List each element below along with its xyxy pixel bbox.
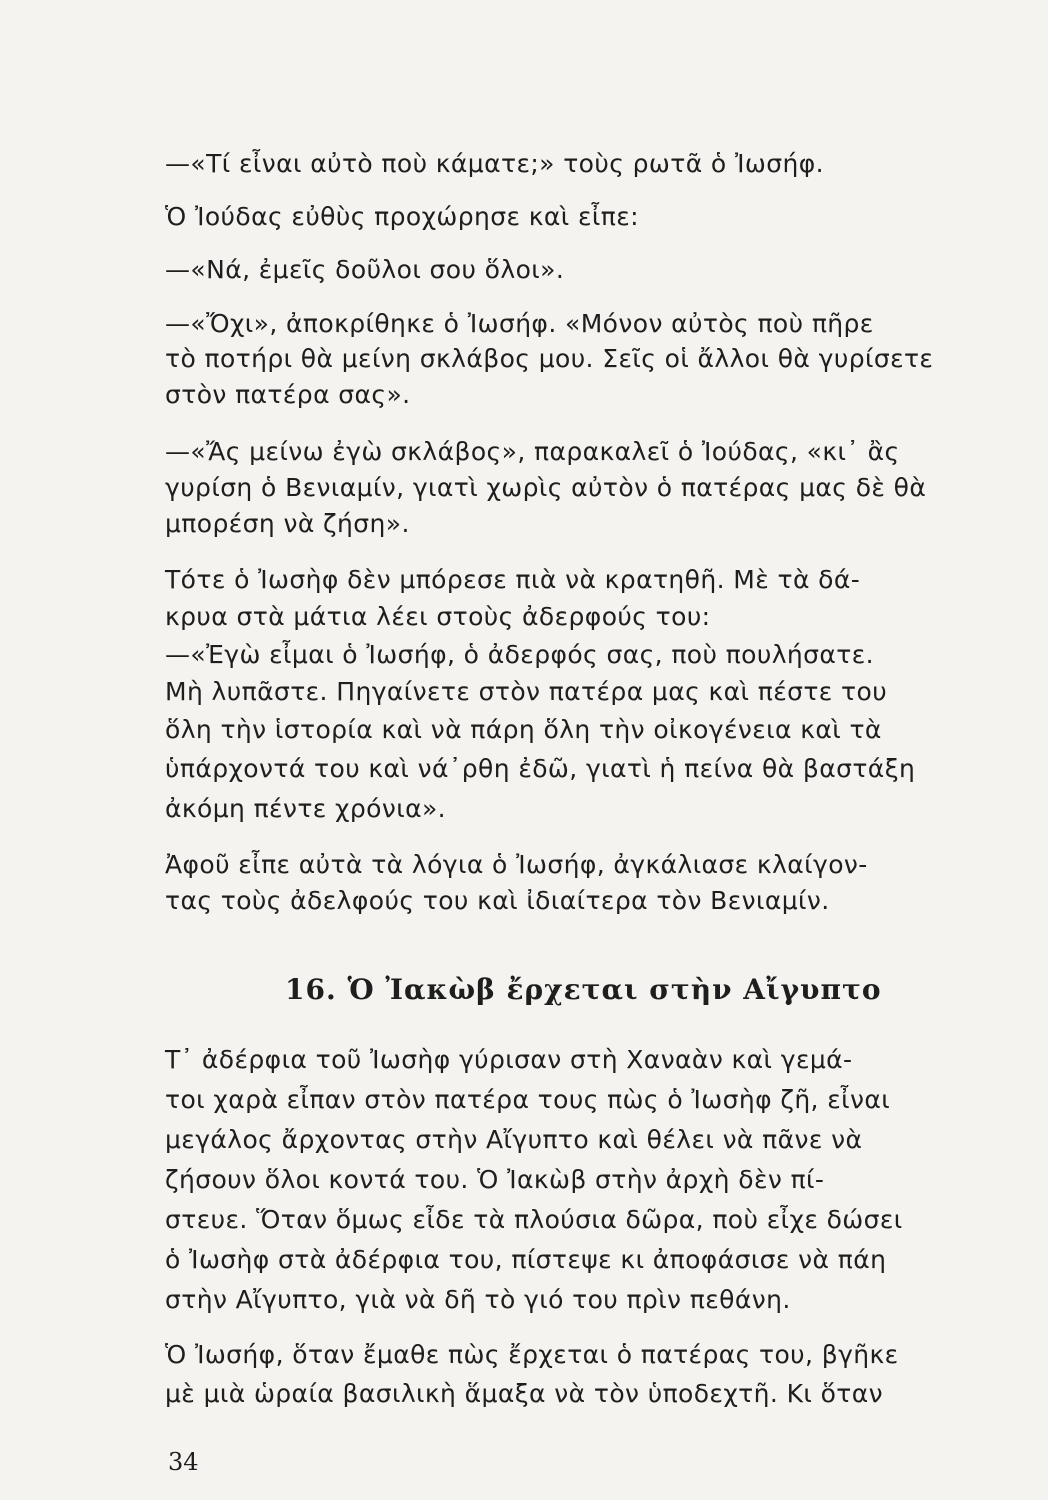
text-line: Τ᾿ ἀδέρφια τοῦ Ἰωσὴφ γύρισαν στὴ Χαναὰν καὶ γεμά- (165, 1045, 853, 1074)
text-line: μπορέση νὰ ζήση». (165, 509, 410, 538)
text-line: —«Τί εἶναι αὐτὸ ποὺ κάματε;» τοὺς ρωτᾶ ὁ Ἰωσήφ. (165, 149, 824, 178)
text-line: ὁ Ἰωσὴφ στὰ ἀδέρφια του, πίστεψε κι ἀποφάσισε νὰ πάη (165, 1245, 887, 1274)
text-line: —«Ἄς μείνω ἐγὼ σκλάβος», παρακαλεῖ ὁ Ἰούδας, «κι᾿ ἂς (165, 437, 900, 466)
text-line: στὴν Αἴγυπτο, γιὰ νὰ δῆ τὸ γιό του πρὶν πεθάνη. (165, 1285, 791, 1314)
section-heading: 16. Ὁ Ἰακὼβ ἔρχεται στὴν Αἴγυπτο (285, 973, 882, 1006)
text-line: ὑπάρχοντά του καὶ νά᾿ρθη ἐδῶ, γιατὶ ἡ πείνα θὰ βαστάξη (165, 754, 916, 783)
text-line: Ὁ Ἰούδας εὐθὺς προχώρησε καὶ εἶπε: (165, 202, 639, 231)
text-line: Ὁ Ἰωσήφ, ὅταν ἔμαθε πὼς ἔρχεται ὁ πατέρας του, βγῆκε (165, 1340, 899, 1369)
text-line: γυρίση ὁ Βενιαμίν, γιατὶ χωρὶς αὐτὸν ὁ πατέρας μας δὲ θὰ (165, 473, 927, 502)
text-line: —«Ἐγὼ εἶμαι ὁ Ἰωσήφ, ὁ ἀδερφός σας, ποὺ πουλήσατε. (165, 640, 875, 669)
text-line: τας τοὺς ἀδελφούς του καὶ ἰδιαίτερα τὸν Βενιαμίν. (165, 886, 830, 915)
text-line: ὅλη τὴν ἱστορία καὶ νὰ πάρη ὅλη τὴν οἰκογένεια καὶ τὰ (165, 715, 882, 744)
text-line: μὲ μιὰ ὡραία βασιλικὴ ἅμαξα νὰ τὸν ὑποδεχτῆ. Κι ὅταν (165, 1379, 883, 1408)
text-line: Τότε ὁ Ἰωσὴφ δὲν μπόρεσε πιὰ νὰ κρατηθῆ. Μὲ τὰ δά- (165, 565, 861, 594)
text-line: —«Ὄχι», ἀποκρίθηκε ὁ Ἰωσήφ. «Μόνον αὐτὸς ποὺ πῆρε (165, 309, 874, 338)
text-line: Ἀφοῦ εἶπε αὐτὰ τὰ λόγια ὁ Ἰωσήφ, ἀγκάλιασε κλαίγον- (165, 850, 868, 879)
page-number: 34 (168, 1448, 199, 1476)
text-line: —«Νά, ἐμεῖς δοῦλοι σου ὅλοι». (165, 255, 565, 284)
text-line: μεγάλος ἄρχοντας στὴν Αἴγυπτο καὶ θέλει νὰ πᾶνε νὰ (165, 1125, 863, 1154)
text-line: ἀκόμη πέντε χρόνια». (165, 794, 446, 823)
text-line: ζήσουν ὅλοι κοντά του. Ὁ Ἰακὼβ στὴν ἀρχὴ δὲν πί- (165, 1165, 825, 1194)
text-line: τὸ ποτήρι θὰ μείνη σκλάβος μου. Σεῖς οἱ ἄλλοι θὰ γυρίσετε (165, 344, 934, 373)
text-line: Μὴ λυπᾶστε. Πηγαίνετε στὸν πατέρα μας καὶ πέστε του (165, 677, 888, 706)
text-line: τοι χαρὰ εἶπαν στὸν πατέρα τους πὼς ὁ Ἰωσὴφ ζῆ, εἶναι (165, 1085, 891, 1114)
text-line: στὸν πατέρα σας». (165, 380, 411, 409)
text-line: στευε. Ὅταν ὅμως εἶδε τὰ πλούσια δῶρα, ποὺ εἶχε δώσει (165, 1205, 903, 1234)
text-line: κρυα στὰ μάτια λέει στοὺς ἀδερφούς του: (165, 602, 711, 631)
